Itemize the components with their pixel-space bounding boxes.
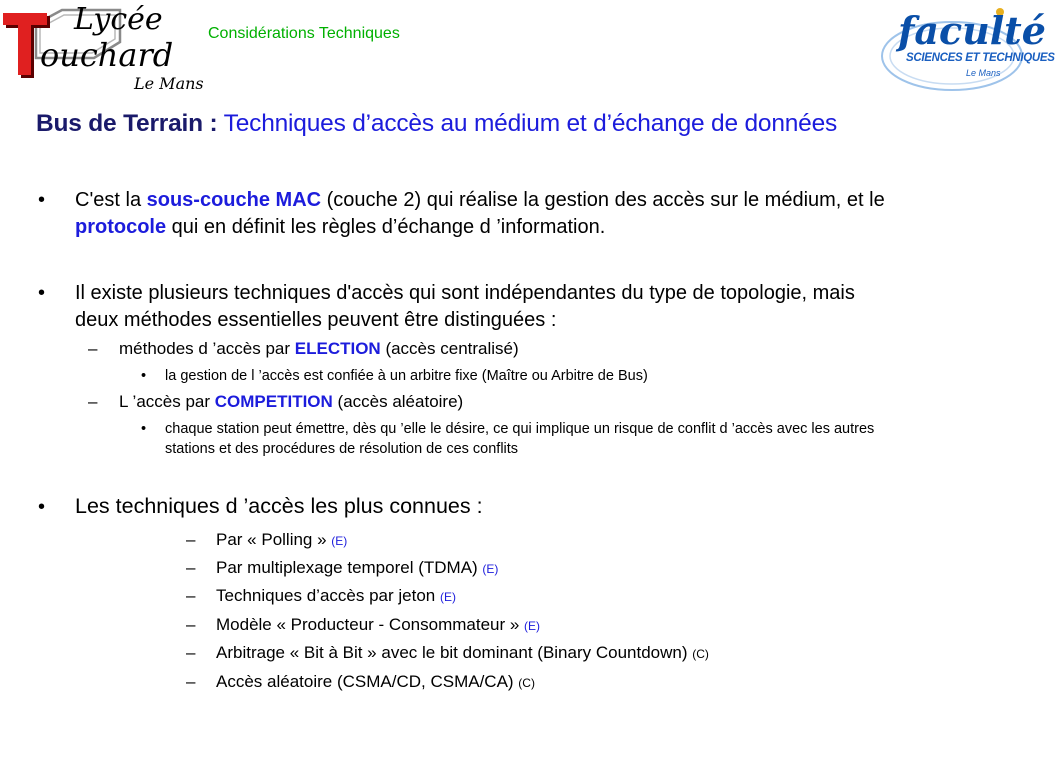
term-sous-couche-mac: sous-couche MAC	[146, 189, 322, 211]
technique-label: Techniques d’accès par jeton	[216, 586, 440, 605]
bullet-marker-small: •	[141, 368, 147, 384]
bullet-1-line-2	[75, 213, 605, 241]
bullet-marker: •	[38, 189, 46, 211]
technique-ref: (E)	[524, 619, 541, 633]
bullet-1-line-1	[75, 186, 885, 214]
technique-item	[216, 671, 535, 694]
technique-item	[216, 642, 709, 665]
technique-label: Modèle « Producteur - Consommateur »	[216, 615, 525, 634]
logo-text-sciences: SCIENCES ET TECHNIQUES	[906, 52, 1055, 64]
text-fragment: (accès aléatoire)	[332, 392, 464, 411]
term-protocole: protocole	[75, 216, 167, 238]
bullet-2-line-1: Il existe plusieurs techniques d'accès qui sont indépendantes du type de topologie, mais	[75, 282, 855, 304]
dash-marker: –	[88, 339, 98, 358]
term-election: ELECTION	[294, 339, 381, 358]
text-fragment: (couche 2) qui réalise la gestion des accès sur le médium, et le	[321, 189, 885, 211]
term-competition: COMPETITION	[214, 392, 333, 411]
technique-label: Par « Polling »	[216, 530, 332, 549]
dash-marker: –	[186, 643, 196, 662]
text-fragment: C'est la	[75, 189, 147, 211]
technique-item	[216, 585, 456, 608]
technique-item	[216, 529, 347, 552]
faculte-logo	[876, 2, 1055, 94]
bullet-marker-small: •	[141, 421, 147, 437]
logo-text-le-mans: Le Mans	[134, 74, 204, 93]
logo-text-faculte: faculté	[898, 8, 1046, 53]
technique-item	[216, 614, 540, 637]
dash-marker: –	[88, 392, 98, 411]
slide-title-subject: Techniques d’accès au médium et d’échange de données	[223, 110, 838, 137]
technique-label: Arbitrage « Bit à Bit » avec le bit dominant (Binary Countdown)	[216, 643, 693, 662]
detail-competition-line-1: chaque station peut émettre, dès qu ’elle le désire, ce qui implique un risque de conflit d ’accès avec les autres	[165, 421, 875, 437]
bullet-marker: •	[38, 282, 46, 304]
text-fragment: (accès centralisé)	[380, 339, 519, 358]
technique-ref: (E)	[331, 534, 348, 548]
dash-marker: –	[186, 586, 196, 605]
technique-ref: (C)	[692, 647, 709, 661]
technique-label: Par multiplexage temporel (TDMA)	[216, 558, 483, 577]
technique-item	[216, 557, 498, 580]
logo-text-touchard: ouchard	[40, 36, 174, 74]
dash-marker: –	[186, 530, 196, 549]
bullet-marker: •	[38, 496, 46, 518]
dash-marker: –	[186, 615, 196, 634]
slide-title-topic: Bus de Terrain :	[36, 110, 218, 137]
text-fragment: méthodes d ’accès par	[119, 339, 295, 358]
bullet-3-text: Les techniques d ’accès les plus connues :	[75, 494, 483, 518]
sub-item-election	[119, 338, 519, 360]
text-fragment: qui en définit les règles d’échange d ’information.	[166, 216, 606, 238]
detail-election: la gestion de l ’accès est confiée à un arbitre fixe (Maître ou Arbitre de Bus)	[165, 368, 648, 384]
technique-label: Accès aléatoire (CSMA/CD, CSMA/CA)	[216, 672, 519, 691]
lycee-touchard-logo	[2, 2, 212, 102]
dash-marker: –	[186, 672, 196, 691]
logo-text-lycee: Lycée	[74, 2, 163, 37]
logo-text-le-mans-right: Le Mans	[966, 68, 1001, 78]
technique-ref: (C)	[518, 676, 535, 690]
text-fragment: L ’accès par	[119, 392, 215, 411]
technique-ref: (E)	[439, 590, 456, 604]
header-title: Considérations Techniques	[208, 25, 400, 42]
dash-marker: –	[186, 558, 196, 577]
slide-title	[36, 110, 837, 138]
detail-competition-line-2: stations et des procédures de résolution de ces conflits	[165, 441, 519, 457]
sub-item-competition	[119, 391, 463, 413]
bullet-2-line-2: deux méthodes essentielles peuvent être distinguées :	[75, 309, 557, 331]
technique-ref: (E)	[482, 562, 499, 576]
